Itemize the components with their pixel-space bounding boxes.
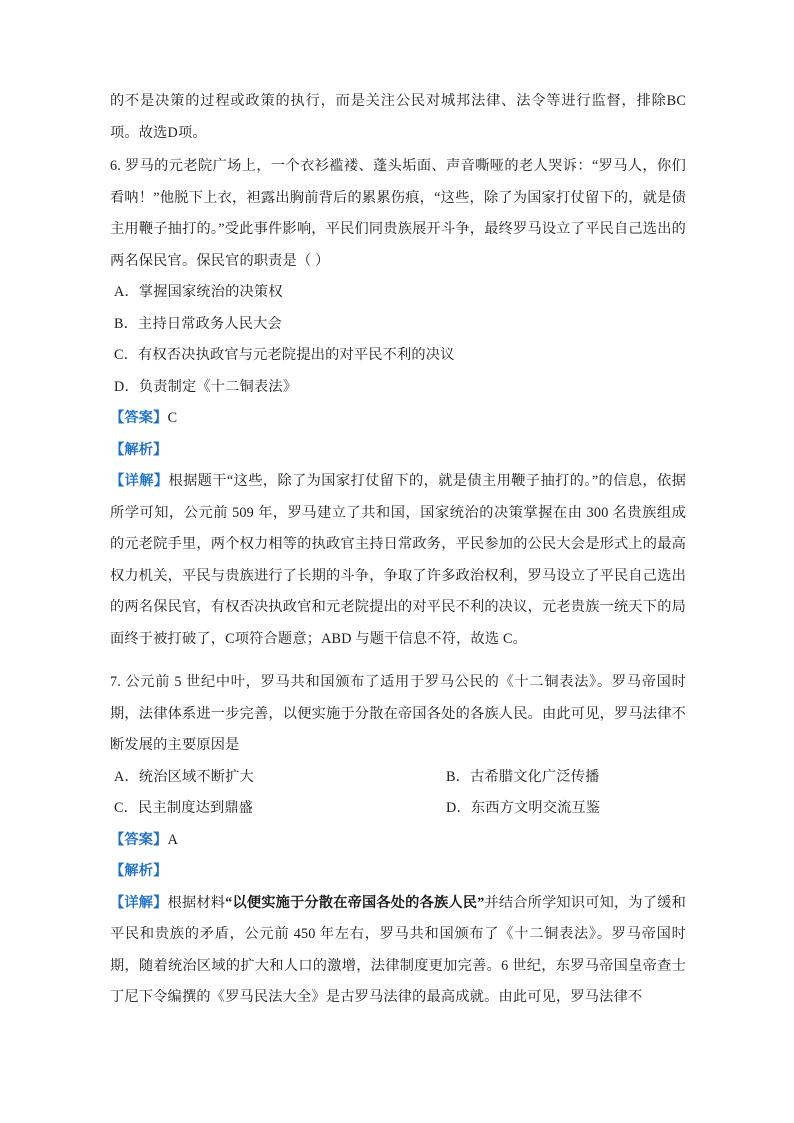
question-6-option-c: C．有权否决执政官与元老院提出的对平民不利的决议 [114, 347, 455, 363]
question-7-option-d: D．东西方文明交流互鉴 [446, 800, 601, 816]
question-6-option-d: D．负责制定《十二铜表法》 [114, 378, 298, 395]
block-spacer [110, 655, 686, 667]
question-7-answer-line [110, 825, 686, 857]
question-7-text: 公元前 5 世纪中叶，罗马共和国颁布了适用于罗马公民的《十二铜表法》。罗马帝国时期，法律体系进一步完善，以便实施于分散在帝国各处的各族人民。由此可见，罗马法律不断发展的主要原因是 [110, 674, 687, 753]
top-continuation-paragraph: 的不是决策的过程或政策的执行，而是关注公民对城邦法律、法令等进行监督，排除BC项。故选D项。 [110, 93, 686, 141]
question-6-answer-line [110, 403, 686, 435]
answer-label: 【答案】 [110, 410, 168, 426]
question-7-option-a: A．统治区域不断扩大 [114, 768, 254, 785]
question-7-number: 7. [110, 674, 122, 690]
detail-text: 根据题干“这些，除了为国家打仗留下的，就是债主用鞭子抽打的。”的信息，依据所学可知，公元前 509 年，罗马建立了共和国，国家统治的决策掌握在由 300 名贵族组成的元老院手里，两个权力相等的执政官主持日常政务，平民参加的公民大会是形式上的最高权力机关，平民与贵族进行了长期的斗争，争取了许多政治权利，罗马设立了平民自己选出的两名保民官，有权否决执政官和元老院提出的对平民不利的决议，元老贵族一统天下的局面终于被打破了，C项符合题意；ABD 与题干信息不符，故选 C。 [110, 473, 686, 647]
question-7-analysis-line [110, 856, 686, 888]
question-7-option-c: C．民主制度达到鼎盛 [114, 800, 254, 816]
detail-text: 并结合所学知识可知，为了缓和平民和贵族的矛盾，公元前 450 年左右，罗马共和国颁布了《十二铜表法》。罗马帝国时期，随着统治区域的扩大和人口的激增，法律制度更加完善。6 世纪，东罗马帝国皇帝查士丁尼下令编撰的《罗马民法大全》是古罗马法律的最高成就。由此可见，罗马法律不 [110, 894, 686, 1005]
question-6-stem [110, 151, 686, 277]
question-6-number: 6. [110, 158, 122, 174]
answer-value: C [167, 410, 178, 426]
analysis-label: 【解析】 [110, 863, 168, 879]
question-7-block [110, 667, 686, 1014]
question-7-stem [110, 667, 686, 762]
question-6-option-a: A．掌握国家统治的决策权 [114, 284, 283, 300]
question-6-option-b: B．主持日常政务人民大会 [114, 315, 282, 332]
answer-label: 【答案】 [110, 831, 168, 848]
question-7-detail [110, 888, 686, 1014]
question-7-options-row-2 [110, 793, 686, 825]
detail-label: 【详解】 [110, 894, 168, 911]
question-7-options-row-1 [110, 762, 686, 794]
analysis-label: 【解析】 [110, 441, 168, 458]
question-6-block [110, 151, 686, 655]
question-6-analysis-line [110, 435, 686, 467]
detail-quote: “以便实施于分散在帝国各处的各族人民” [225, 894, 485, 911]
answer-value: A [167, 831, 179, 848]
detail-label: 【详解】 [110, 473, 169, 489]
question-6-text: 罗马的元老院广场上，一个衣衫褴褛、蓬头垢面、声音嘶哑的老人哭诉：“罗马人，你们看呐！”他脱下上衣，袒露出胸前背后的累累伤痕，“这些，除了为国家打仗留下的，就是债主用鞭子抽打的。”受此事件影响，平民们同贵族展开斗争，最终罗马设立了平民自己选出的两名保民官。保民官的职责是（ ） [110, 158, 686, 269]
question-7-option-b: B．古希腊文化广泛传播 [446, 768, 600, 785]
question-6-detail [110, 466, 686, 655]
detail-prefix: 根据材料 [167, 894, 226, 911]
